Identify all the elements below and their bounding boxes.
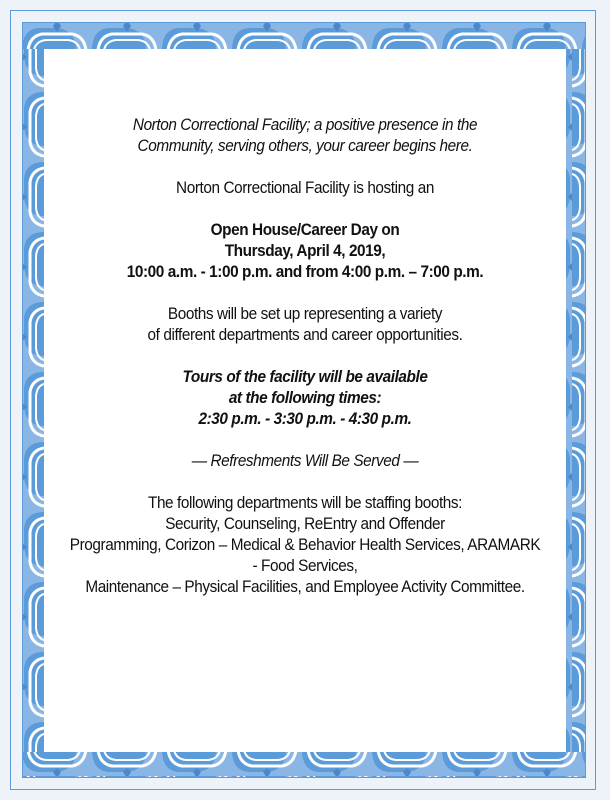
booths-line-1: Booths will be set up representing a variety	[167, 305, 443, 323]
event-hours: 10:00 a.m. - 1:00 p.m. and from 4:00 p.m. – 7:00 p.m.	[126, 263, 484, 281]
booths-text	[62, 304, 547, 346]
departments-line-3: - Food Services,	[252, 557, 358, 575]
flyer-content	[62, 49, 547, 598]
tours-line-2: at the following times:	[228, 389, 382, 407]
departments-line-1: Security, Counseling, ReEntry and Offender	[165, 515, 445, 533]
tagline	[62, 115, 547, 157]
event-title: Open House/Career Day on	[210, 221, 400, 239]
flyer-page	[44, 49, 566, 752]
departments-list	[62, 493, 547, 598]
tours-line-1: Tours of the facility will be available	[182, 368, 428, 386]
event-details	[62, 220, 547, 283]
intro-line: Norton Correctional Facility is hosting an	[176, 179, 434, 197]
intro-text	[62, 178, 547, 199]
tagline-line-1: Norton Correctional Facility; a positive presence in the	[132, 116, 478, 134]
departments-line-4: Maintenance – Physical Facilities, and Employee Activity Committee.	[85, 578, 525, 596]
tours-times: 2:30 p.m. - 3:30 p.m. - 4:30 p.m.	[198, 410, 412, 428]
booths-line-2: of different departments and career opportunities.	[147, 326, 463, 344]
refreshments-line: — Refreshments Will Be Served —	[191, 452, 419, 470]
refreshments-note	[62, 451, 547, 472]
departments-heading: The following departments will be staffing booths:	[147, 494, 463, 512]
tours-info	[62, 367, 547, 430]
tagline-line-2: Community, serving others, your career begins here.	[137, 137, 473, 155]
departments-line-2: Programming, Corizon – Medical & Behavior Health Services, ARAMARK	[69, 536, 541, 554]
event-date: Thursday, April 4, 2019,	[224, 242, 386, 260]
